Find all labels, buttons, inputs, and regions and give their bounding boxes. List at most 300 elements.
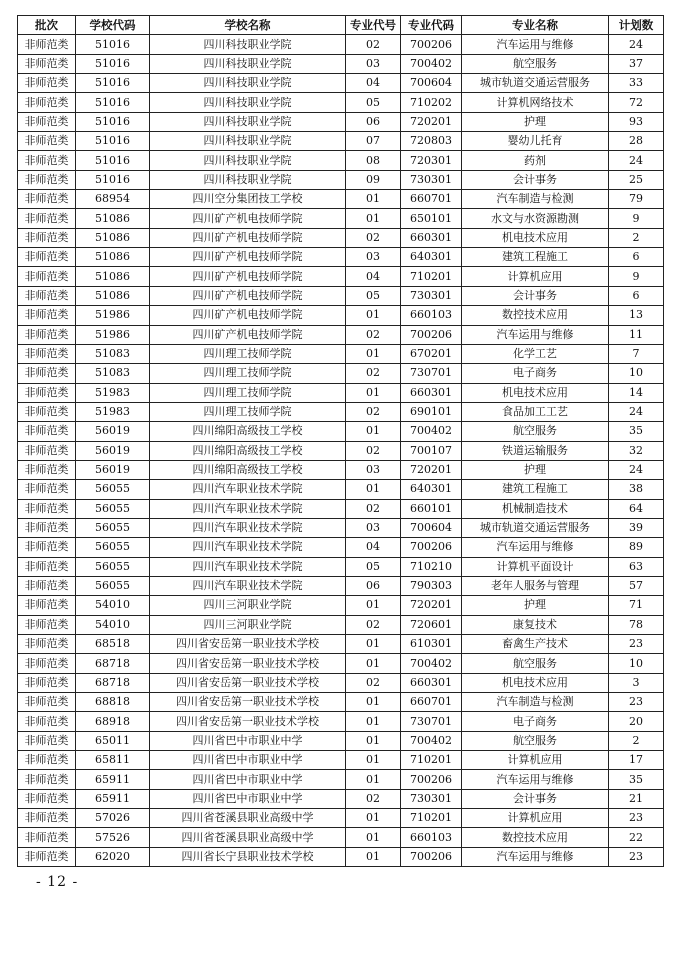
cell-major-code: 730301 bbox=[401, 789, 462, 808]
cell-school-name: 四川科技职业学院 bbox=[150, 151, 346, 170]
table-row bbox=[18, 731, 664, 750]
cell-major-name: 数控技术应用 bbox=[462, 828, 609, 847]
column-header-school-name: 学校名称 bbox=[150, 16, 346, 35]
cell-plan-count: 93 bbox=[609, 112, 664, 131]
cell-major-number: 05 bbox=[346, 557, 401, 576]
cell-plan-count: 32 bbox=[609, 441, 664, 460]
table-row bbox=[18, 54, 664, 73]
cell-school-name: 四川科技职业学院 bbox=[150, 35, 346, 54]
cell-plan-count: 64 bbox=[609, 499, 664, 518]
table-row bbox=[18, 499, 664, 518]
cell-school-name: 四川理工技师学院 bbox=[150, 383, 346, 402]
cell-batch: 非师范类 bbox=[18, 422, 76, 441]
cell-school-code: 65911 bbox=[76, 770, 150, 789]
cell-major-number: 01 bbox=[346, 847, 401, 866]
cell-school-code: 68718 bbox=[76, 654, 150, 673]
table-row bbox=[18, 383, 664, 402]
cell-major-name: 航空服务 bbox=[462, 422, 609, 441]
cell-major-code: 660301 bbox=[401, 673, 462, 692]
cell-batch: 非师范类 bbox=[18, 209, 76, 228]
cell-school-name: 四川三河职业学院 bbox=[150, 596, 346, 615]
cell-major-name: 计算机网络技术 bbox=[462, 93, 609, 112]
table-row bbox=[18, 712, 664, 731]
table-row bbox=[18, 576, 664, 595]
column-header-school-code: 学校代码 bbox=[76, 16, 150, 35]
cell-major-name: 汽车运用与维修 bbox=[462, 538, 609, 557]
cell-school-code: 51086 bbox=[76, 267, 150, 286]
cell-school-name: 四川省巴中市职业中学 bbox=[150, 770, 346, 789]
cell-major-name: 药剂 bbox=[462, 151, 609, 170]
cell-plan-count: 35 bbox=[609, 770, 664, 789]
cell-batch: 非师范类 bbox=[18, 112, 76, 131]
cell-major-code: 660103 bbox=[401, 306, 462, 325]
cell-batch: 非师范类 bbox=[18, 228, 76, 247]
cell-major-number: 03 bbox=[346, 54, 401, 73]
cell-major-name: 机械制造技术 bbox=[462, 499, 609, 518]
table-row bbox=[18, 325, 664, 344]
cell-major-number: 02 bbox=[346, 441, 401, 460]
cell-major-name: 护理 bbox=[462, 112, 609, 131]
table-row bbox=[18, 441, 664, 460]
cell-school-name: 四川科技职业学院 bbox=[150, 170, 346, 189]
cell-major-code: 700206 bbox=[401, 770, 462, 789]
cell-batch: 非师范类 bbox=[18, 441, 76, 460]
cell-major-number: 01 bbox=[346, 809, 401, 828]
cell-major-number: 01 bbox=[346, 344, 401, 363]
cell-school-name: 四川矿产机电技师学院 bbox=[150, 209, 346, 228]
cell-plan-count: 37 bbox=[609, 54, 664, 73]
cell-school-name: 四川汽车职业技术学院 bbox=[150, 518, 346, 537]
table-row bbox=[18, 654, 664, 673]
cell-major-code: 670201 bbox=[401, 344, 462, 363]
cell-major-number: 02 bbox=[346, 325, 401, 344]
cell-batch: 非师范类 bbox=[18, 344, 76, 363]
cell-major-number: 07 bbox=[346, 132, 401, 151]
cell-school-code: 56055 bbox=[76, 518, 150, 537]
cell-school-code: 57026 bbox=[76, 809, 150, 828]
cell-plan-count: 10 bbox=[609, 364, 664, 383]
cell-plan-count: 33 bbox=[609, 74, 664, 93]
cell-major-code: 700206 bbox=[401, 35, 462, 54]
cell-major-name: 汽车运用与维修 bbox=[462, 325, 609, 344]
cell-major-code: 720201 bbox=[401, 460, 462, 479]
cell-major-name: 机电技术应用 bbox=[462, 383, 609, 402]
cell-major-number: 02 bbox=[346, 35, 401, 54]
cell-school-code: 56019 bbox=[76, 422, 150, 441]
cell-major-name: 建筑工程施工 bbox=[462, 248, 609, 267]
table-row bbox=[18, 596, 664, 615]
cell-plan-count: 23 bbox=[609, 847, 664, 866]
cell-major-code: 730701 bbox=[401, 364, 462, 383]
cell-major-code: 710201 bbox=[401, 267, 462, 286]
cell-school-name: 四川省安岳第一职业技术学校 bbox=[150, 712, 346, 731]
cell-plan-count: 23 bbox=[609, 635, 664, 654]
cell-major-code: 700206 bbox=[401, 847, 462, 866]
cell-batch: 非师范类 bbox=[18, 151, 76, 170]
cell-school-code: 62020 bbox=[76, 847, 150, 866]
enrollment-plan-table bbox=[17, 15, 664, 867]
cell-school-code: 68518 bbox=[76, 635, 150, 654]
column-header-major-name: 专业名称 bbox=[462, 16, 609, 35]
cell-major-number: 01 bbox=[346, 712, 401, 731]
cell-batch: 非师范类 bbox=[18, 383, 76, 402]
cell-school-code: 51086 bbox=[76, 286, 150, 305]
table-row bbox=[18, 286, 664, 305]
cell-major-number: 02 bbox=[346, 228, 401, 247]
cell-batch: 非师范类 bbox=[18, 480, 76, 499]
table-row bbox=[18, 557, 664, 576]
cell-major-name: 城市轨道交通运营服务 bbox=[462, 518, 609, 537]
cell-major-name: 计算机平面设计 bbox=[462, 557, 609, 576]
cell-batch: 非师范类 bbox=[18, 712, 76, 731]
cell-plan-count: 38 bbox=[609, 480, 664, 499]
cell-major-code: 660103 bbox=[401, 828, 462, 847]
cell-major-code: 710210 bbox=[401, 557, 462, 576]
table-row bbox=[18, 170, 664, 189]
cell-school-name: 四川汽车职业技术学院 bbox=[150, 499, 346, 518]
cell-major-name: 计算机应用 bbox=[462, 751, 609, 770]
cell-major-code: 700402 bbox=[401, 422, 462, 441]
cell-school-code: 51083 bbox=[76, 364, 150, 383]
cell-major-code: 660301 bbox=[401, 383, 462, 402]
cell-school-code: 51083 bbox=[76, 344, 150, 363]
cell-school-name: 四川省巴中市职业中学 bbox=[150, 789, 346, 808]
table-row bbox=[18, 673, 664, 692]
cell-major-name: 会计事务 bbox=[462, 286, 609, 305]
cell-batch: 非师范类 bbox=[18, 673, 76, 692]
cell-major-number: 01 bbox=[346, 596, 401, 615]
cell-plan-count: 25 bbox=[609, 170, 664, 189]
cell-plan-count: 10 bbox=[609, 654, 664, 673]
cell-school-name: 四川省安岳第一职业技术学校 bbox=[150, 654, 346, 673]
cell-school-name: 四川科技职业学院 bbox=[150, 132, 346, 151]
cell-major-name: 电子商务 bbox=[462, 364, 609, 383]
cell-school-name: 四川空分集团技工学校 bbox=[150, 190, 346, 209]
cell-batch: 非师范类 bbox=[18, 518, 76, 537]
cell-major-name: 建筑工程施工 bbox=[462, 480, 609, 499]
cell-plan-count: 79 bbox=[609, 190, 664, 209]
cell-school-code: 51016 bbox=[76, 151, 150, 170]
cell-batch: 非师范类 bbox=[18, 402, 76, 421]
cell-major-code: 710201 bbox=[401, 809, 462, 828]
table-row bbox=[18, 248, 664, 267]
cell-school-code: 51016 bbox=[76, 35, 150, 54]
cell-major-code: 660301 bbox=[401, 228, 462, 247]
cell-plan-count: 2 bbox=[609, 731, 664, 750]
cell-school-name: 四川矿产机电技师学院 bbox=[150, 325, 346, 344]
table-row bbox=[18, 209, 664, 228]
cell-major-code: 720201 bbox=[401, 112, 462, 131]
cell-major-number: 01 bbox=[346, 828, 401, 847]
cell-school-code: 56055 bbox=[76, 480, 150, 499]
cell-major-number: 01 bbox=[346, 635, 401, 654]
cell-school-name: 四川三河职业学院 bbox=[150, 615, 346, 634]
column-header-plan-count: 计划数 bbox=[609, 16, 664, 35]
cell-plan-count: 24 bbox=[609, 151, 664, 170]
cell-school-code: 56019 bbox=[76, 441, 150, 460]
cell-school-code: 51016 bbox=[76, 54, 150, 73]
cell-school-name: 四川矿产机电技师学院 bbox=[150, 228, 346, 247]
cell-plan-count: 23 bbox=[609, 809, 664, 828]
cell-major-number: 01 bbox=[346, 731, 401, 750]
table-row bbox=[18, 789, 664, 808]
cell-school-code: 68918 bbox=[76, 712, 150, 731]
cell-major-name: 老年人服务与管理 bbox=[462, 576, 609, 595]
table-row bbox=[18, 828, 664, 847]
cell-plan-count: 9 bbox=[609, 209, 664, 228]
cell-batch: 非师范类 bbox=[18, 596, 76, 615]
cell-plan-count: 14 bbox=[609, 383, 664, 402]
cell-major-name: 化学工艺 bbox=[462, 344, 609, 363]
cell-major-code: 730301 bbox=[401, 286, 462, 305]
cell-major-number: 02 bbox=[346, 364, 401, 383]
cell-major-name: 婴幼儿托育 bbox=[462, 132, 609, 151]
cell-batch: 非师范类 bbox=[18, 35, 76, 54]
cell-major-name: 电子商务 bbox=[462, 712, 609, 731]
cell-plan-count: 78 bbox=[609, 615, 664, 634]
cell-major-name: 航空服务 bbox=[462, 54, 609, 73]
cell-major-number: 02 bbox=[346, 789, 401, 808]
cell-major-number: 01 bbox=[346, 693, 401, 712]
cell-school-code: 56055 bbox=[76, 538, 150, 557]
cell-plan-count: 57 bbox=[609, 576, 664, 595]
cell-major-number: 01 bbox=[346, 480, 401, 499]
table-row bbox=[18, 306, 664, 325]
cell-school-name: 四川省长宁县职业技术学校 bbox=[150, 847, 346, 866]
cell-school-name: 四川省巴中市职业中学 bbox=[150, 751, 346, 770]
cell-major-number: 01 bbox=[346, 770, 401, 789]
cell-major-number: 02 bbox=[346, 615, 401, 634]
cell-major-code: 730301 bbox=[401, 170, 462, 189]
cell-major-name: 会计事务 bbox=[462, 170, 609, 189]
cell-school-name: 四川绵阳高级技工学校 bbox=[150, 422, 346, 441]
cell-school-name: 四川科技职业学院 bbox=[150, 93, 346, 112]
cell-major-code: 700402 bbox=[401, 731, 462, 750]
cell-major-number: 01 bbox=[346, 306, 401, 325]
column-header-major-number: 专业代号 bbox=[346, 16, 401, 35]
cell-school-code: 51016 bbox=[76, 74, 150, 93]
table-row bbox=[18, 228, 664, 247]
cell-school-code: 51986 bbox=[76, 325, 150, 344]
cell-major-name: 计算机应用 bbox=[462, 809, 609, 828]
cell-major-number: 04 bbox=[346, 74, 401, 93]
cell-school-name: 四川省苍溪县职业高级中学 bbox=[150, 809, 346, 828]
cell-school-name: 四川理工技师学院 bbox=[150, 402, 346, 421]
cell-major-name: 汽车运用与维修 bbox=[462, 847, 609, 866]
cell-school-name: 四川汽车职业技术学院 bbox=[150, 557, 346, 576]
table-row bbox=[18, 422, 664, 441]
cell-batch: 非师范类 bbox=[18, 499, 76, 518]
cell-major-code: 700402 bbox=[401, 54, 462, 73]
cell-school-name: 四川矿产机电技师学院 bbox=[150, 267, 346, 286]
cell-major-number: 01 bbox=[346, 190, 401, 209]
cell-school-code: 51983 bbox=[76, 383, 150, 402]
cell-major-name: 城市轨道交通运营服务 bbox=[462, 74, 609, 93]
cell-school-code: 68718 bbox=[76, 673, 150, 692]
table-row bbox=[18, 93, 664, 112]
cell-batch: 非师范类 bbox=[18, 576, 76, 595]
cell-batch: 非师范类 bbox=[18, 751, 76, 770]
cell-major-name: 铁道运输服务 bbox=[462, 441, 609, 460]
cell-school-code: 51086 bbox=[76, 228, 150, 247]
cell-major-number: 01 bbox=[346, 422, 401, 441]
cell-major-code: 690101 bbox=[401, 402, 462, 421]
cell-school-name: 四川省安岳第一职业技术学校 bbox=[150, 693, 346, 712]
cell-major-code: 710201 bbox=[401, 751, 462, 770]
cell-major-code: 640301 bbox=[401, 480, 462, 499]
cell-school-name: 四川绵阳高级技工学校 bbox=[150, 441, 346, 460]
cell-batch: 非师范类 bbox=[18, 557, 76, 576]
table-row bbox=[18, 402, 664, 421]
cell-batch: 非师范类 bbox=[18, 460, 76, 479]
cell-major-name: 汽车运用与维修 bbox=[462, 770, 609, 789]
table-row bbox=[18, 847, 664, 866]
cell-major-number: 02 bbox=[346, 402, 401, 421]
cell-school-name: 四川省安岳第一职业技术学校 bbox=[150, 673, 346, 692]
cell-school-name: 四川省苍溪县职业高级中学 bbox=[150, 828, 346, 847]
cell-school-name: 四川矿产机电技师学院 bbox=[150, 286, 346, 305]
cell-school-code: 65811 bbox=[76, 751, 150, 770]
cell-major-number: 09 bbox=[346, 170, 401, 189]
table-row bbox=[18, 344, 664, 363]
cell-school-code: 51016 bbox=[76, 93, 150, 112]
cell-plan-count: 6 bbox=[609, 248, 664, 267]
cell-school-code: 54010 bbox=[76, 596, 150, 615]
cell-plan-count: 21 bbox=[609, 789, 664, 808]
cell-major-code: 640301 bbox=[401, 248, 462, 267]
cell-school-code: 65011 bbox=[76, 731, 150, 750]
cell-major-name: 水文与水资源勘测 bbox=[462, 209, 609, 228]
cell-major-name: 汽车制造与检测 bbox=[462, 693, 609, 712]
cell-school-code: 56055 bbox=[76, 557, 150, 576]
cell-plan-count: 28 bbox=[609, 132, 664, 151]
column-header-batch: 批次 bbox=[18, 16, 76, 35]
cell-school-code: 51086 bbox=[76, 209, 150, 228]
cell-plan-count: 22 bbox=[609, 828, 664, 847]
cell-school-code: 57526 bbox=[76, 828, 150, 847]
cell-school-name: 四川理工技师学院 bbox=[150, 364, 346, 383]
cell-school-name: 四川科技职业学院 bbox=[150, 54, 346, 73]
cell-school-code: 51983 bbox=[76, 402, 150, 421]
cell-school-code: 56055 bbox=[76, 499, 150, 518]
cell-school-code: 68818 bbox=[76, 693, 150, 712]
cell-major-name: 数控技术应用 bbox=[462, 306, 609, 325]
cell-batch: 非师范类 bbox=[18, 770, 76, 789]
cell-major-number: 03 bbox=[346, 248, 401, 267]
cell-major-number: 05 bbox=[346, 93, 401, 112]
table-row bbox=[18, 809, 664, 828]
cell-batch: 非师范类 bbox=[18, 132, 76, 151]
cell-major-number: 01 bbox=[346, 654, 401, 673]
cell-plan-count: 89 bbox=[609, 538, 664, 557]
cell-major-number: 01 bbox=[346, 383, 401, 402]
cell-batch: 非师范类 bbox=[18, 190, 76, 209]
cell-school-name: 四川理工技师学院 bbox=[150, 344, 346, 363]
cell-school-code: 51016 bbox=[76, 112, 150, 131]
cell-plan-count: 9 bbox=[609, 267, 664, 286]
cell-school-code: 51986 bbox=[76, 306, 150, 325]
cell-major-name: 汽车制造与检测 bbox=[462, 190, 609, 209]
table-row bbox=[18, 364, 664, 383]
cell-batch: 非师范类 bbox=[18, 54, 76, 73]
cell-major-code: 700206 bbox=[401, 325, 462, 344]
cell-major-code: 700604 bbox=[401, 74, 462, 93]
cell-plan-count: 2 bbox=[609, 228, 664, 247]
cell-batch: 非师范类 bbox=[18, 654, 76, 673]
cell-batch: 非师范类 bbox=[18, 286, 76, 305]
cell-batch: 非师范类 bbox=[18, 306, 76, 325]
cell-plan-count: 72 bbox=[609, 93, 664, 112]
cell-major-number: 01 bbox=[346, 209, 401, 228]
cell-plan-count: 6 bbox=[609, 286, 664, 305]
cell-batch: 非师范类 bbox=[18, 615, 76, 634]
cell-school-code: 56019 bbox=[76, 460, 150, 479]
table-row bbox=[18, 190, 664, 209]
cell-major-number: 06 bbox=[346, 576, 401, 595]
cell-school-name: 四川科技职业学院 bbox=[150, 112, 346, 131]
cell-school-name: 四川绵阳高级技工学校 bbox=[150, 460, 346, 479]
cell-school-name: 四川省巴中市职业中学 bbox=[150, 731, 346, 750]
cell-batch: 非师范类 bbox=[18, 693, 76, 712]
cell-major-number: 05 bbox=[346, 286, 401, 305]
table-row bbox=[18, 615, 664, 634]
cell-major-name: 航空服务 bbox=[462, 654, 609, 673]
table-row bbox=[18, 770, 664, 789]
cell-school-code: 51016 bbox=[76, 170, 150, 189]
cell-school-code: 68954 bbox=[76, 190, 150, 209]
cell-major-code: 710202 bbox=[401, 93, 462, 112]
cell-plan-count: 23 bbox=[609, 693, 664, 712]
cell-plan-count: 7 bbox=[609, 344, 664, 363]
cell-major-code: 720601 bbox=[401, 615, 462, 634]
cell-plan-count: 35 bbox=[609, 422, 664, 441]
cell-plan-count: 13 bbox=[609, 306, 664, 325]
cell-school-name: 四川省安岳第一职业技术学校 bbox=[150, 635, 346, 654]
table-row bbox=[18, 751, 664, 770]
cell-batch: 非师范类 bbox=[18, 364, 76, 383]
cell-school-code: 65911 bbox=[76, 789, 150, 808]
cell-major-code: 700604 bbox=[401, 518, 462, 537]
table-row bbox=[18, 480, 664, 499]
table-body bbox=[18, 35, 664, 867]
cell-major-code: 720803 bbox=[401, 132, 462, 151]
cell-batch: 非师范类 bbox=[18, 93, 76, 112]
cell-major-name: 护理 bbox=[462, 460, 609, 479]
cell-major-number: 02 bbox=[346, 499, 401, 518]
cell-major-name: 机电技术应用 bbox=[462, 228, 609, 247]
cell-batch: 非师范类 bbox=[18, 635, 76, 654]
cell-major-code: 650101 bbox=[401, 209, 462, 228]
cell-batch: 非师范类 bbox=[18, 847, 76, 866]
cell-batch: 非师范类 bbox=[18, 731, 76, 750]
cell-major-number: 04 bbox=[346, 538, 401, 557]
cell-school-name: 四川汽车职业技术学院 bbox=[150, 576, 346, 595]
cell-batch: 非师范类 bbox=[18, 170, 76, 189]
cell-major-code: 720201 bbox=[401, 596, 462, 615]
cell-major-code: 700206 bbox=[401, 538, 462, 557]
cell-school-code: 56055 bbox=[76, 576, 150, 595]
cell-plan-count: 71 bbox=[609, 596, 664, 615]
table-row bbox=[18, 635, 664, 654]
table-row bbox=[18, 74, 664, 93]
cell-major-name: 畜禽生产技术 bbox=[462, 635, 609, 654]
cell-major-name: 汽车运用与维修 bbox=[462, 35, 609, 54]
cell-major-number: 06 bbox=[346, 112, 401, 131]
cell-school-code: 54010 bbox=[76, 615, 150, 634]
cell-plan-count: 11 bbox=[609, 325, 664, 344]
cell-school-code: 51016 bbox=[76, 132, 150, 151]
cell-major-name: 计算机应用 bbox=[462, 267, 609, 286]
